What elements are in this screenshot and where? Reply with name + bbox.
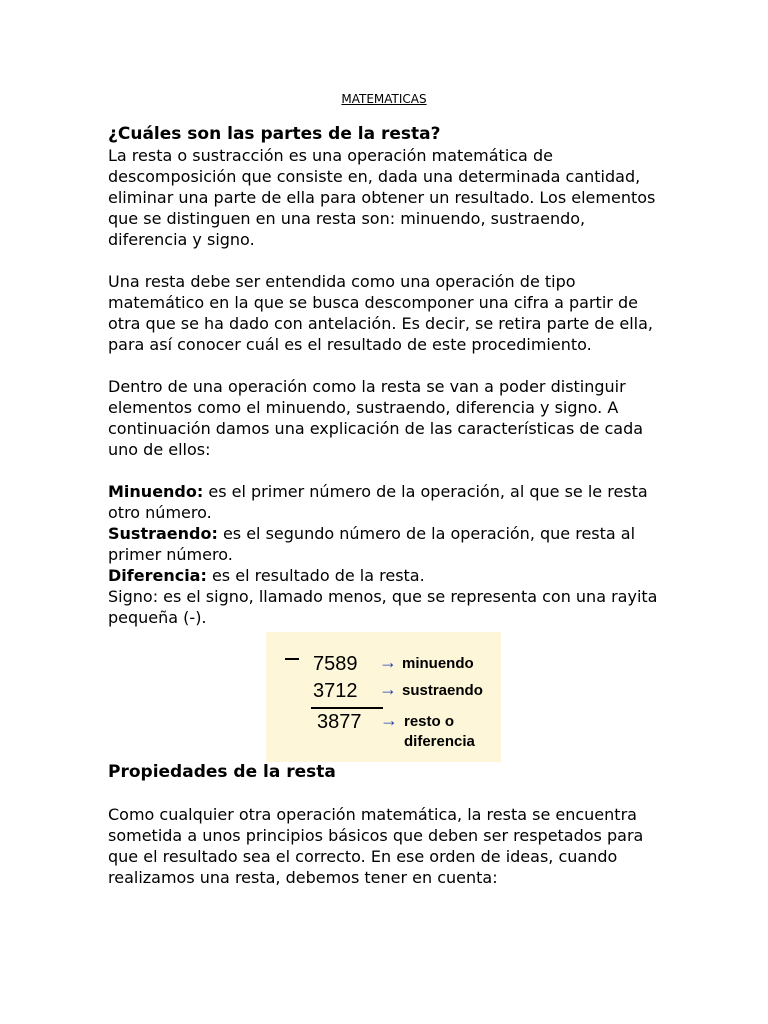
subtraction-figure-container (108, 632, 668, 762)
figure-label-sustraendo: sustraendo (402, 682, 483, 699)
heading-partes-resta: ¿Cuáles son las partes de la resta? (108, 124, 441, 144)
document-body (108, 124, 668, 888)
term-definition: es el primer número de la operación, al que se le resta otro número. (108, 482, 648, 522)
term-label: Minuendo: (108, 482, 204, 501)
paragraph-explicacion: Una resta debe ser entendida como una operación de tipo matemático en la que se busca descomponer una cifra a partir de otra que se ha dado con antelación. Es decir, se retira parte de ella, para así conocer cuál es el resultado de este procedimiento. (108, 272, 654, 354)
figure-subtrahend: 3712 (313, 680, 358, 702)
term-definition: es el segundo número de la operación, que resta al primer número. (108, 524, 636, 564)
minus-sign (285, 658, 299, 660)
term-label: Sustraendo: (108, 524, 218, 543)
term-definition: es el resultado de la resta. (206, 566, 425, 585)
paragraph-elementos: Dentro de una operación como la resta se van a poder distinguir elementos como el minuendo, sustraendo, diferencia y signo. A continuación damos una explicación de las características de cada uno de ellos: (108, 377, 644, 459)
paragraph-definicion: La resta o sustracción es una operación matemática de descomposición que consiste en, dada una determinada cantidad, eliminar una parte de ella para obtener un resultado. Los elementos que se distinguen en una resta son: minuendo, sustraendo, diferencia y signo. (108, 146, 656, 249)
figure-minuend: 7589 (313, 653, 358, 675)
figure-label-resto: resto o (404, 713, 455, 730)
term-sustraendo (108, 523, 668, 565)
term-signo: Signo: es el signo, llamado menos, que se representa con una rayita pequeña (-). (108, 587, 658, 627)
figure-label-minuendo: minuendo (402, 655, 474, 672)
subtraction-figure (266, 632, 501, 762)
document-title: MATEMATICAS (341, 92, 427, 106)
paragraph-propiedades: Como cualquier otra operación matemática, la resta se encuentra sometida a unos principios básicos que deben ser respetados para que el resultado sea el correcto. En ese orden de ideas, cuando realizamos una resta, debemos tener en cuenta: (108, 805, 644, 887)
arrow-icon: → (380, 710, 398, 730)
arrow-icon: → (379, 652, 397, 672)
term-diferencia (108, 565, 668, 586)
term-label: Diferencia: (108, 566, 207, 585)
heading-propiedades: Propiedades de la resta (108, 762, 336, 782)
term-minuendo (108, 481, 668, 523)
result-line (311, 707, 383, 709)
figure-difference: 3877 (317, 711, 362, 733)
figure-label-diferencia: diferencia (404, 733, 475, 750)
arrow-icon: → (379, 679, 397, 699)
